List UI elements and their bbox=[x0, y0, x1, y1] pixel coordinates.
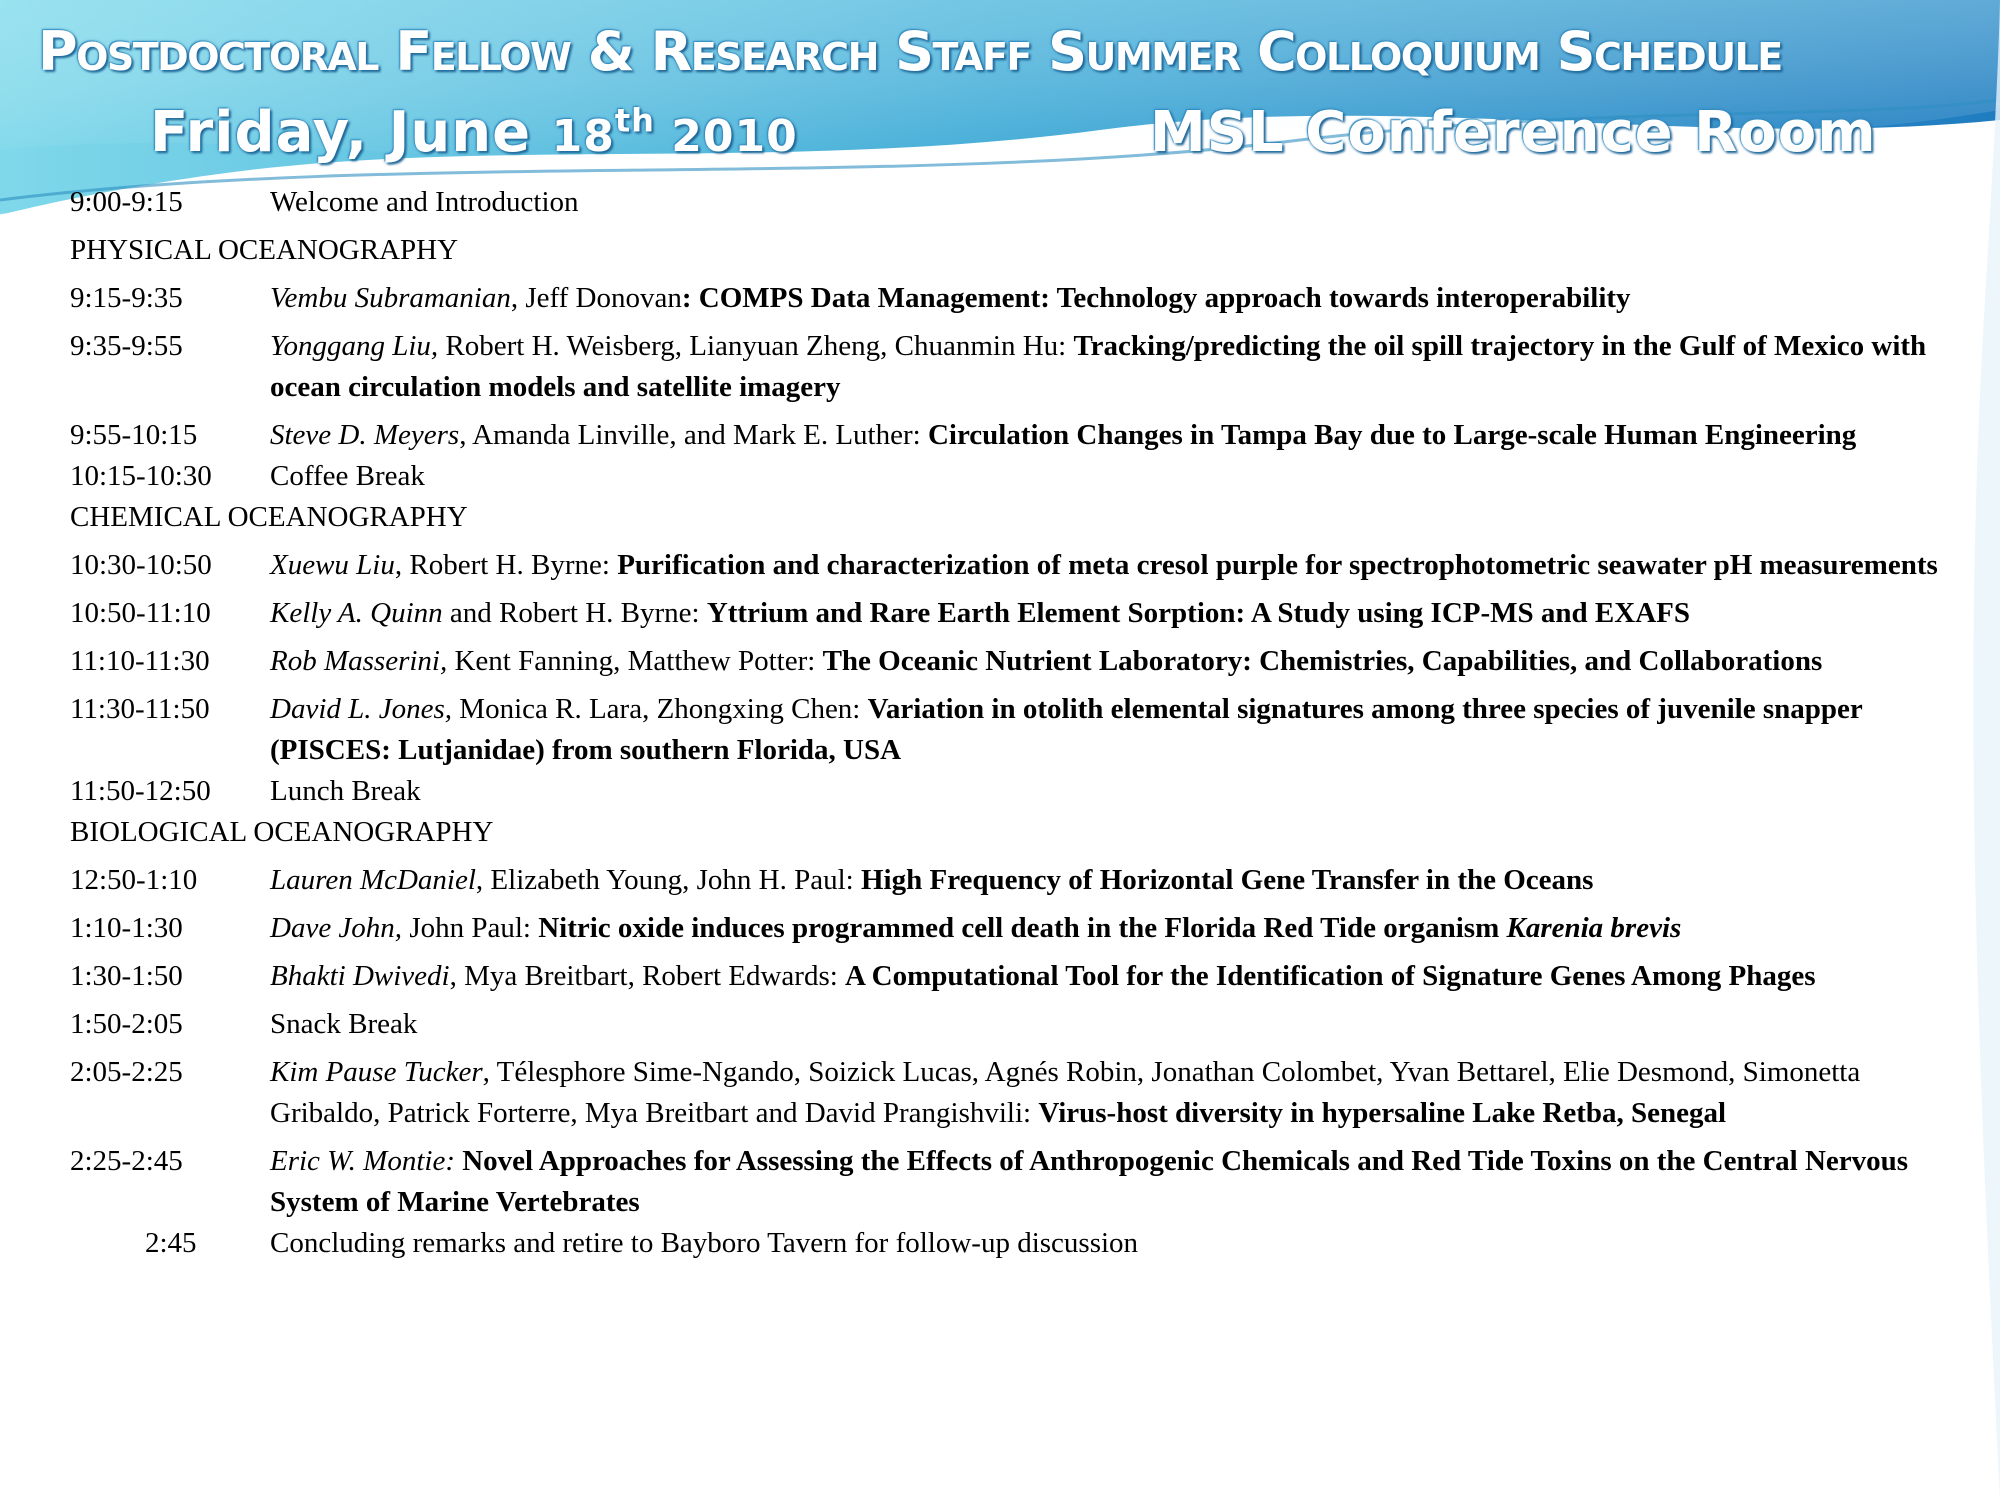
date-prefix: Friday, June bbox=[150, 100, 552, 165]
coauthors: Monica R. Lara, Zhongxing Chen: bbox=[452, 693, 868, 725]
species-name: Karenia brevis bbox=[1506, 912, 1682, 944]
talk-title: High Frequency of Horizontal Gene Transfer in the Oceans bbox=[860, 864, 1594, 896]
talk-entry bbox=[270, 545, 1950, 586]
presenter: Rob Masserini, bbox=[270, 645, 448, 677]
coauthors: Kent Fanning, Matthew Potter: bbox=[447, 645, 823, 677]
event-location: MSL Conference Room bbox=[1150, 100, 1877, 165]
talk-entry bbox=[270, 689, 1950, 771]
coauthors: , Mya Breitbart, Robert Edwards: bbox=[449, 960, 846, 992]
schedule-row bbox=[70, 689, 1950, 771]
presenter: Yonggang Liu, bbox=[270, 330, 439, 362]
presenter: Kelly A. Quinn bbox=[270, 597, 443, 629]
talk-entry bbox=[270, 326, 1950, 408]
date-year: 2010 bbox=[654, 111, 798, 162]
coauthors: , Robert H. Byrne: bbox=[394, 549, 618, 581]
schedule-row-break bbox=[70, 456, 1950, 497]
talk-entry bbox=[270, 908, 1950, 949]
time-slot: 10:15-10:30 bbox=[70, 460, 212, 492]
talk-entry bbox=[270, 1141, 1950, 1223]
time-slot: 10:30-10:50 bbox=[70, 549, 212, 581]
schedule-row-break bbox=[70, 1004, 1950, 1045]
schedule-list bbox=[70, 182, 1950, 1264]
time-slot: 1:50-2:05 bbox=[70, 1008, 183, 1040]
time-slot: 9:15-9:35 bbox=[70, 282, 183, 314]
talk-title: A Computational Tool for the Identification of Signature Genes Among Phages bbox=[845, 960, 1816, 992]
time-slot: 2:45 bbox=[145, 1227, 197, 1259]
talk-entry bbox=[270, 956, 1950, 997]
event-date bbox=[150, 100, 798, 165]
schedule-row bbox=[70, 641, 1950, 682]
presenter: Kim Pause Tucker bbox=[270, 1056, 483, 1088]
schedule-row bbox=[70, 956, 1950, 997]
coauthors: and Robert H. Byrne: bbox=[442, 597, 707, 629]
time-slot: 2:25-2:45 bbox=[70, 1145, 183, 1177]
talk-title: The Oceanic Nutrient Laboratory: Chemistries, Capabilities, and Collaborations bbox=[822, 645, 1823, 677]
time-slot: 11:50-12:50 bbox=[70, 775, 211, 807]
schedule-row bbox=[70, 415, 1950, 456]
schedule-row-closing bbox=[70, 1223, 1950, 1264]
talk-title: Novel Approaches for Assessing the Effects of Anthropogenic Chemicals and Red Tide Toxins on the Central Nervous System of Marine Vertebrates bbox=[270, 1145, 1909, 1218]
talk-title: Nitric oxide induces programmed cell death in the Florida Red Tide organism bbox=[538, 912, 1507, 944]
section-heading-biological: BIOLOGICAL OCEANOGRAPHY bbox=[70, 816, 494, 848]
break-label: Snack Break bbox=[270, 1008, 418, 1040]
break-label: Lunch Break bbox=[270, 775, 421, 807]
coauthors: , Télesphore Sime-Ngando, Soizick Lucas, Agnés Robin, Jonathan Colombet, Yvan Bettarel, Elie Desmond, Simonetta Gribaldo, Patrick Forterre, Mya Breitbart and David Prangishvili: bbox=[270, 1056, 1861, 1129]
coauthors: Robert H. Weisberg, Lianyuan Zheng, Chuanmin Hu: bbox=[438, 330, 1074, 362]
time-slot: 11:10-11:30 bbox=[70, 645, 210, 677]
talk-entry bbox=[270, 415, 1950, 456]
schedule-row bbox=[70, 908, 1950, 949]
presenter: Vembu Subramanian bbox=[270, 282, 511, 314]
talk-title: Yttrium and Rare Earth Element Sorption: A Study using ICP-MS and EXAFS bbox=[706, 597, 1690, 629]
talk-title: Tracking/predicting the oil spill trajectory in the Gulf of Mexico with ocean circulation models and satellite imagery bbox=[270, 330, 1927, 403]
time-slot: 9:35-9:55 bbox=[70, 330, 183, 362]
time-slot: 10:50-11:10 bbox=[70, 597, 211, 629]
time-slot: 2:05-2:25 bbox=[70, 1056, 183, 1088]
coauthors: , Jeff Donovan bbox=[510, 282, 682, 314]
presenter: Xuewu Liu bbox=[270, 549, 395, 581]
colloquium-title: Postdoctoral Fellow & Research Staff Summer Colloquium Schedule bbox=[38, 20, 1782, 83]
schedule-row bbox=[70, 545, 1950, 586]
presenter: Dave John, bbox=[270, 912, 403, 944]
presenter: Lauren McDaniel bbox=[270, 864, 476, 896]
schedule-row bbox=[70, 593, 1950, 634]
talk-entry bbox=[270, 278, 1950, 319]
coauthors: , Amanda Linville, and Mark E. Luther: bbox=[459, 419, 928, 451]
date-day: 18 bbox=[551, 111, 615, 162]
closing-remarks: Concluding remarks and retire to Bayboro Tavern for follow-up discussion bbox=[270, 1227, 1139, 1259]
presenter: Bhakti Dwivedi bbox=[270, 960, 450, 992]
schedule-row bbox=[70, 1052, 1950, 1134]
schedule-row-break bbox=[70, 771, 1950, 812]
time-slot: 9:55-10:15 bbox=[70, 419, 198, 451]
break-label: Coffee Break bbox=[270, 460, 425, 492]
talk-entry bbox=[270, 1052, 1950, 1134]
presenter: David L. Jones, bbox=[270, 693, 453, 725]
talk-title: Virus-host diversity in hypersaline Lake Retba, Senegal bbox=[1038, 1097, 1727, 1129]
presenter: Steve D. Meyers bbox=[270, 419, 460, 451]
talk-entry bbox=[270, 641, 1950, 682]
time-slot: 1:10-1:30 bbox=[70, 912, 183, 944]
section-heading-chemical: CHEMICAL OCEANOGRAPHY bbox=[70, 501, 468, 533]
schedule-row-welcome bbox=[70, 182, 1950, 223]
talk-title: Variation in otolith elemental signatures among three species of juvenile snapper (PISCES: Lutjanidae) from southern Florida, USA bbox=[270, 693, 1863, 766]
session-text: Welcome and Introduction bbox=[270, 186, 579, 218]
talk-title: Circulation Changes in Tampa Bay due to Large-scale Human Engineering bbox=[927, 419, 1857, 451]
schedule-row bbox=[70, 326, 1950, 408]
time-slot: 1:30-1:50 bbox=[70, 960, 183, 992]
talk-entry bbox=[270, 593, 1950, 634]
time-slot: 12:50-1:10 bbox=[70, 864, 198, 896]
presenter: Eric W. Montie: bbox=[270, 1145, 455, 1177]
time-slot: 9:00-9:15 bbox=[70, 186, 183, 218]
schedule-row bbox=[70, 1141, 1950, 1223]
time-slot: 11:30-11:50 bbox=[70, 693, 210, 725]
section-heading-physical: PHYSICAL OCEANOGRAPHY bbox=[70, 234, 459, 266]
date-suffix: th bbox=[614, 101, 655, 140]
talk-title: Purification and characterization of meta cresol purple for spectrophotometric seawater pH measurements bbox=[617, 549, 1938, 581]
talk-entry bbox=[270, 860, 1950, 901]
coauthors: John Paul: bbox=[402, 912, 539, 944]
talk-title: : COMPS Data Management: Technology approach towards interoperability bbox=[681, 282, 1631, 314]
schedule-row bbox=[70, 860, 1950, 901]
schedule-row bbox=[70, 278, 1950, 319]
coauthors: , Elizabeth Young, John H. Paul: bbox=[475, 864, 861, 896]
